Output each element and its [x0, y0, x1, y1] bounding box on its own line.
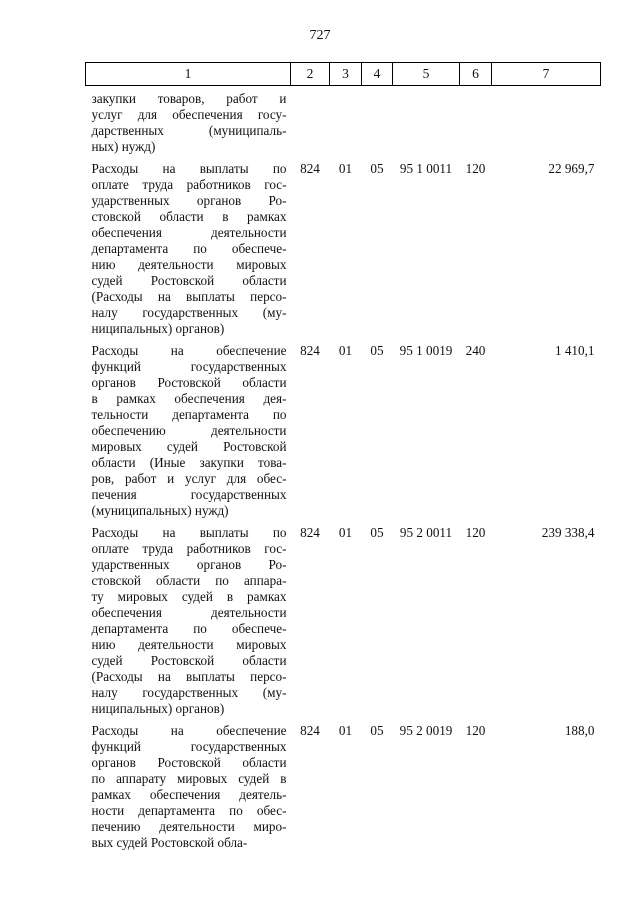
- description-line: рамках обеспечения деятель-: [91, 787, 287, 802]
- description-line: Расходы на выплаты по: [91, 525, 287, 540]
- description-line: Расходы на обеспечение: [91, 343, 287, 358]
- table-row: [86, 86, 601, 156]
- section-code: 01: [338, 525, 353, 540]
- description-line: Расходы на выплаты по: [91, 161, 287, 176]
- description-line: оплате труда работников гос-: [91, 177, 287, 192]
- amount-value: 1 410,1: [554, 343, 595, 358]
- subsection-code: 05: [370, 723, 384, 738]
- description-line: стовской области по аппара-: [91, 573, 287, 588]
- expense-type-code: [460, 86, 492, 156]
- description-line: (Расходы на выплаты персо-: [91, 669, 287, 684]
- description-line: департамента по обеспече-: [91, 241, 287, 256]
- amount-value: [492, 86, 601, 156]
- section-code: 01: [338, 343, 353, 358]
- description-line: ных) нужд): [91, 139, 156, 154]
- description-line: судей Ростовской области: [91, 273, 287, 288]
- amount-value: 22 969,7: [548, 161, 595, 176]
- description-line: органов Ростовской области: [91, 375, 287, 390]
- amount-value: 188,0: [564, 723, 595, 738]
- description-line: функций государственных: [91, 359, 287, 374]
- description-line: в рамках обеспечения дея-: [91, 391, 287, 406]
- target-article-code: 95 1 0011: [399, 161, 453, 176]
- section-code: 01: [338, 723, 353, 738]
- description-line: вых судей Ростовской обла-: [91, 835, 248, 850]
- description-line: нию деятельности мировых: [91, 257, 287, 272]
- description-line: ниципальных) органов): [91, 701, 225, 716]
- ministry-code: [291, 86, 330, 156]
- description-line: ударственных органов Ро-: [91, 193, 287, 208]
- ministry-code: 824: [300, 723, 320, 738]
- subsection-code: 05: [370, 343, 384, 358]
- description-line: печению деятельности миро-: [91, 819, 287, 834]
- page-number: 727: [309, 28, 331, 43]
- ministry-code: 824: [300, 343, 320, 358]
- description-line: нию деятельности мировых: [91, 637, 287, 652]
- row-description: [86, 86, 291, 156]
- ministry-code: 824: [300, 525, 320, 540]
- target-article-code: 95 1 0019: [399, 343, 453, 358]
- description-line: оплате труда работников гос-: [91, 541, 287, 556]
- target-article-code: 95 2 0011: [399, 525, 453, 540]
- description-line: области (Иные закупки това-: [91, 455, 287, 470]
- header-col-5: 5: [393, 63, 460, 86]
- description-line: органов Ростовской области: [91, 755, 287, 770]
- subsection-code: [362, 86, 393, 156]
- header-col-1: 1: [86, 63, 291, 86]
- ministry-code: 824: [300, 161, 320, 176]
- section-code: 01: [338, 161, 353, 176]
- description-line: судей Ростовской области: [91, 653, 287, 668]
- expense-type-code: 120: [465, 525, 486, 540]
- description-line: обеспечению деятельности: [91, 423, 287, 438]
- description-line: (муниципальных) нужд): [91, 503, 229, 518]
- description-line: мировых судей Ростовской: [91, 439, 287, 454]
- section-code: [330, 86, 362, 156]
- row-description: [86, 723, 291, 851]
- description-line: тельности департамента по: [91, 407, 287, 422]
- subsection-code: 05: [370, 161, 384, 176]
- description-line: ниципальных) органов): [91, 321, 225, 336]
- description-line: обеспечения деятельности: [91, 605, 287, 620]
- table-row: [86, 525, 601, 717]
- description-line: услуг для обеспечения госу-: [91, 107, 287, 122]
- description-line: ров, работ и услуг для обес-: [91, 471, 287, 486]
- table-row: [86, 723, 601, 851]
- row-description: [86, 343, 291, 519]
- header-col-4: 4: [362, 63, 393, 86]
- row-description: [86, 525, 291, 717]
- description-line: налу государственных (му-: [91, 685, 287, 700]
- description-line: ности департамента по обес-: [91, 803, 287, 818]
- description-line: налу государственных (му-: [91, 305, 287, 320]
- expense-type-code: 120: [465, 161, 486, 176]
- description-line: печения государственных: [91, 487, 287, 502]
- subsection-code: 05: [370, 525, 384, 540]
- description-line: дарственных (муниципаль-: [91, 123, 287, 138]
- amount-value: 239 338,4: [541, 525, 595, 540]
- description-line: ударственных органов Ро-: [91, 557, 287, 572]
- header-row: [86, 63, 601, 86]
- header-col-3: 3: [330, 63, 362, 86]
- target-article-code: 95 2 0019: [399, 723, 453, 738]
- expense-type-code: 120: [465, 723, 486, 738]
- description-line: обеспечения деятельности: [91, 225, 287, 240]
- header-col-7: 7: [492, 63, 601, 86]
- expense-type-code: 240: [465, 343, 486, 358]
- description-line: департамента по обеспече-: [91, 621, 287, 636]
- description-line: функций государственных: [91, 739, 287, 754]
- description-line: (Расходы на выплаты персо-: [91, 289, 287, 304]
- description-line: стовской области в рамках: [91, 209, 287, 224]
- description-line: ту мировых судей в рамках: [91, 589, 287, 604]
- budget-table: [85, 62, 601, 851]
- target-article-code: [393, 86, 460, 156]
- description-line: Расходы на обеспечение: [91, 723, 287, 738]
- description-line: закупки товаров, работ и: [91, 91, 287, 106]
- header-col-6: 6: [460, 63, 492, 86]
- description-line: по аппарату мировых судей в: [91, 771, 287, 786]
- table-row: [86, 343, 601, 519]
- header-col-2: 2: [291, 63, 330, 86]
- row-description: [86, 161, 291, 337]
- table-row: [86, 161, 601, 337]
